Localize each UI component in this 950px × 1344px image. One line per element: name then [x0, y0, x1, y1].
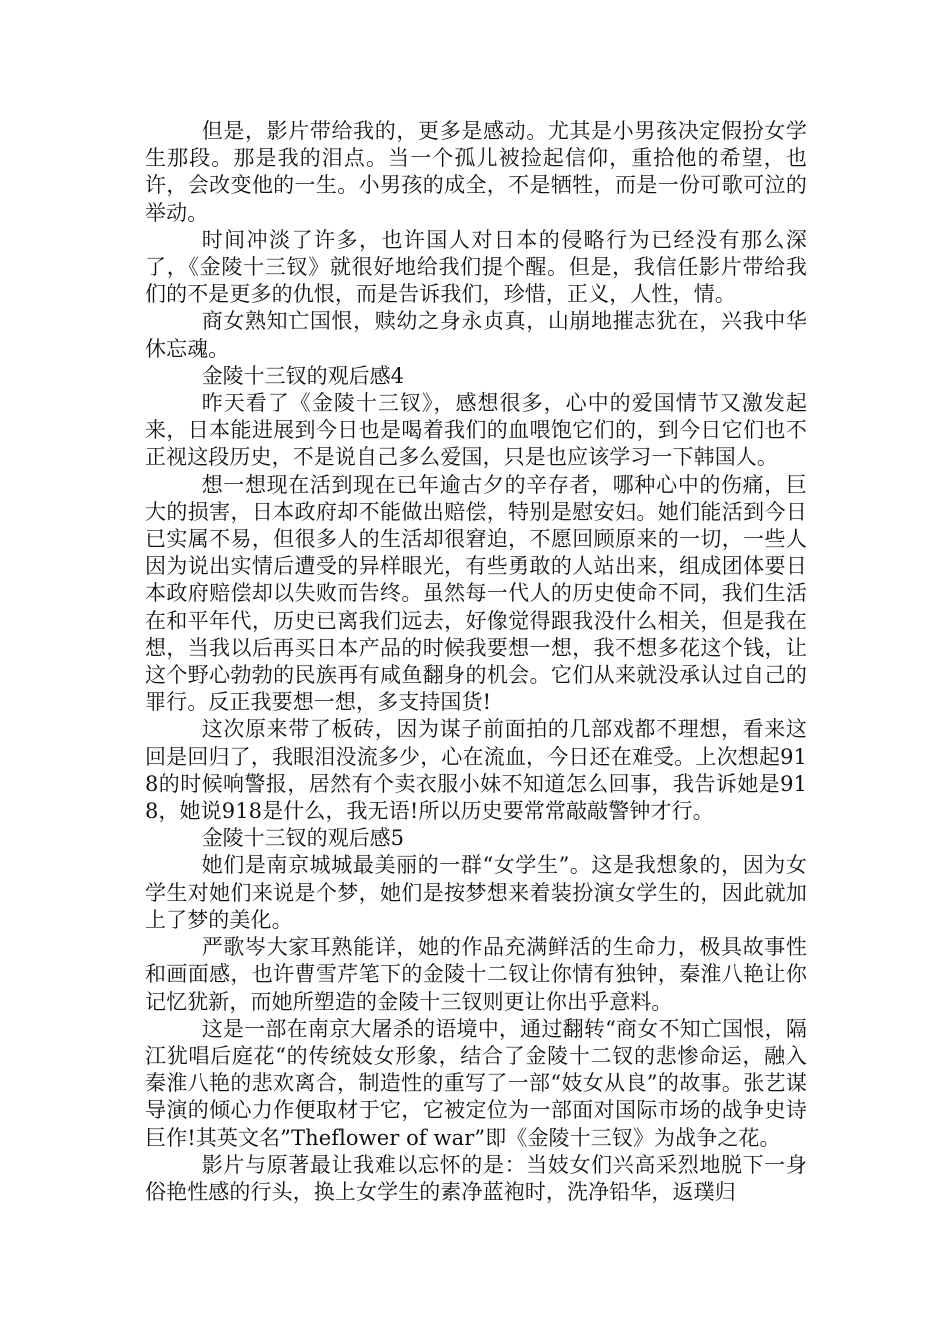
paragraph: 想一想现在活到现在已年逾古夕的辛存者，哪种心中的伤痛，巨大的损害，日本政府却不能做出赔偿，特别是慰安妇。她们能活到今日已实属不易，但很多人的生活却很窘迫，不愿回顾原来的一切，一些人因为说出实情后遭受的异样眼光，有些勇敢的人站出来，组成团体要日本政府赔偿却以失败而告终。虽然每一代人的历史使命不同，我们生活在和平年代，历史已离我们远去，好像觉得跟我没什么相关，但是我在想，当我以后再买日本产品的时候我要想一想，我不想多花这个钱，让这个野心勃勃的民族再有咸鱼翻身的机会。它们从来就没承认过自己的罪行。反正我要想一想，多支持国货! [145, 472, 807, 715]
document-page [145, 118, 807, 1206]
section-heading: 金陵十三钗的观后感4 [201, 363, 405, 388]
paragraph: 这次原来带了板砖，因为谋子前面拍的几部戏都不理想，看来这回是回归了，我眼泪没流多少，心在流血，今日还在难受。上次想起918的时候响警报，居然有个卖衣服小妹不知道怎么回事，我告诉她是918，她说918是什么，我无语!所以历史要常常敲敲警钟才行。 [145, 717, 807, 824]
paragraph: 商女熟知亡国恨，赎幼之身永贞真，山崩地摧志犹在，兴我中华休忘魂。 [145, 309, 807, 361]
paragraph: 昨天看了《金陵十三钗》，感想很多，心中的爱国情节又激发起来，日本能进展到今日也是喝着我们的血喂饱它们的，到今日它们也不正视这段历史，不是说自己多么爱国，只是也应该学习一下韩国人。 [145, 391, 807, 470]
paragraph: 她们是南京城城最美丽的一群“女学生”。这是我想象的，因为女学生对她们来说是个梦，她们是按梦想来着装扮演女学生的，因此就加上了梦的美化。 [145, 853, 807, 932]
paragraph: 但是，影片带给我的，更多是感动。尤其是小男孩决定假扮女学生那段。那是我的泪点。当一个孤儿被捡起信仰，重拾他的希望，也许，会改变他的一生。小男孩的成全，不是牺牲，而是一份可歌可泣的举动。 [145, 119, 807, 225]
paragraph: 时间冲淡了许多，也许国人对日本的侵略行为已经没有那么深了，《金陵十三钗》就很好地给我们提个醒。但是，我信任影片带给我们的不是更多的仇恨，而是告诉我们，珍惜，正义，人性，情。 [145, 227, 807, 307]
paragraph: 这是一部在南京大屠杀的语境中，通过翻转“商女不知亡国恨，隔江犹唱后庭花“的传统妓女形象，结合了金陵十二钗的悲惨命运，融入秦淮八艳的悲欢离合，制造性的重写了一部“妓女从良”的故事。张艺谋导演的倾心力作便取材于它，它被定位为一部面对国际市场的战争史诗巨作!其英文名”Theflower of war”即《金陵十三钗》为战争之花。 [145, 1016, 807, 1150]
paragraph: 影片与原著最让我难以忘怀的是：当妓女们兴高采烈地脱下一身俗艳性感的行头，换上女学生的素净蓝袍时，洗净铅华，返璞归 [145, 1152, 807, 1204]
paragraph: 严歌岑大家耳熟能详，她的作品充满鲜活的生命力，极具故事性和画面感，也许曹雪芹笔下的金陵十二钗让你情有独钟，秦淮八艳让你记忆犹新，而她所塑造的金陵十三钗则更让你出乎意料。 [145, 935, 807, 1014]
section-heading: 金陵十三钗的观后感5 [201, 826, 405, 851]
